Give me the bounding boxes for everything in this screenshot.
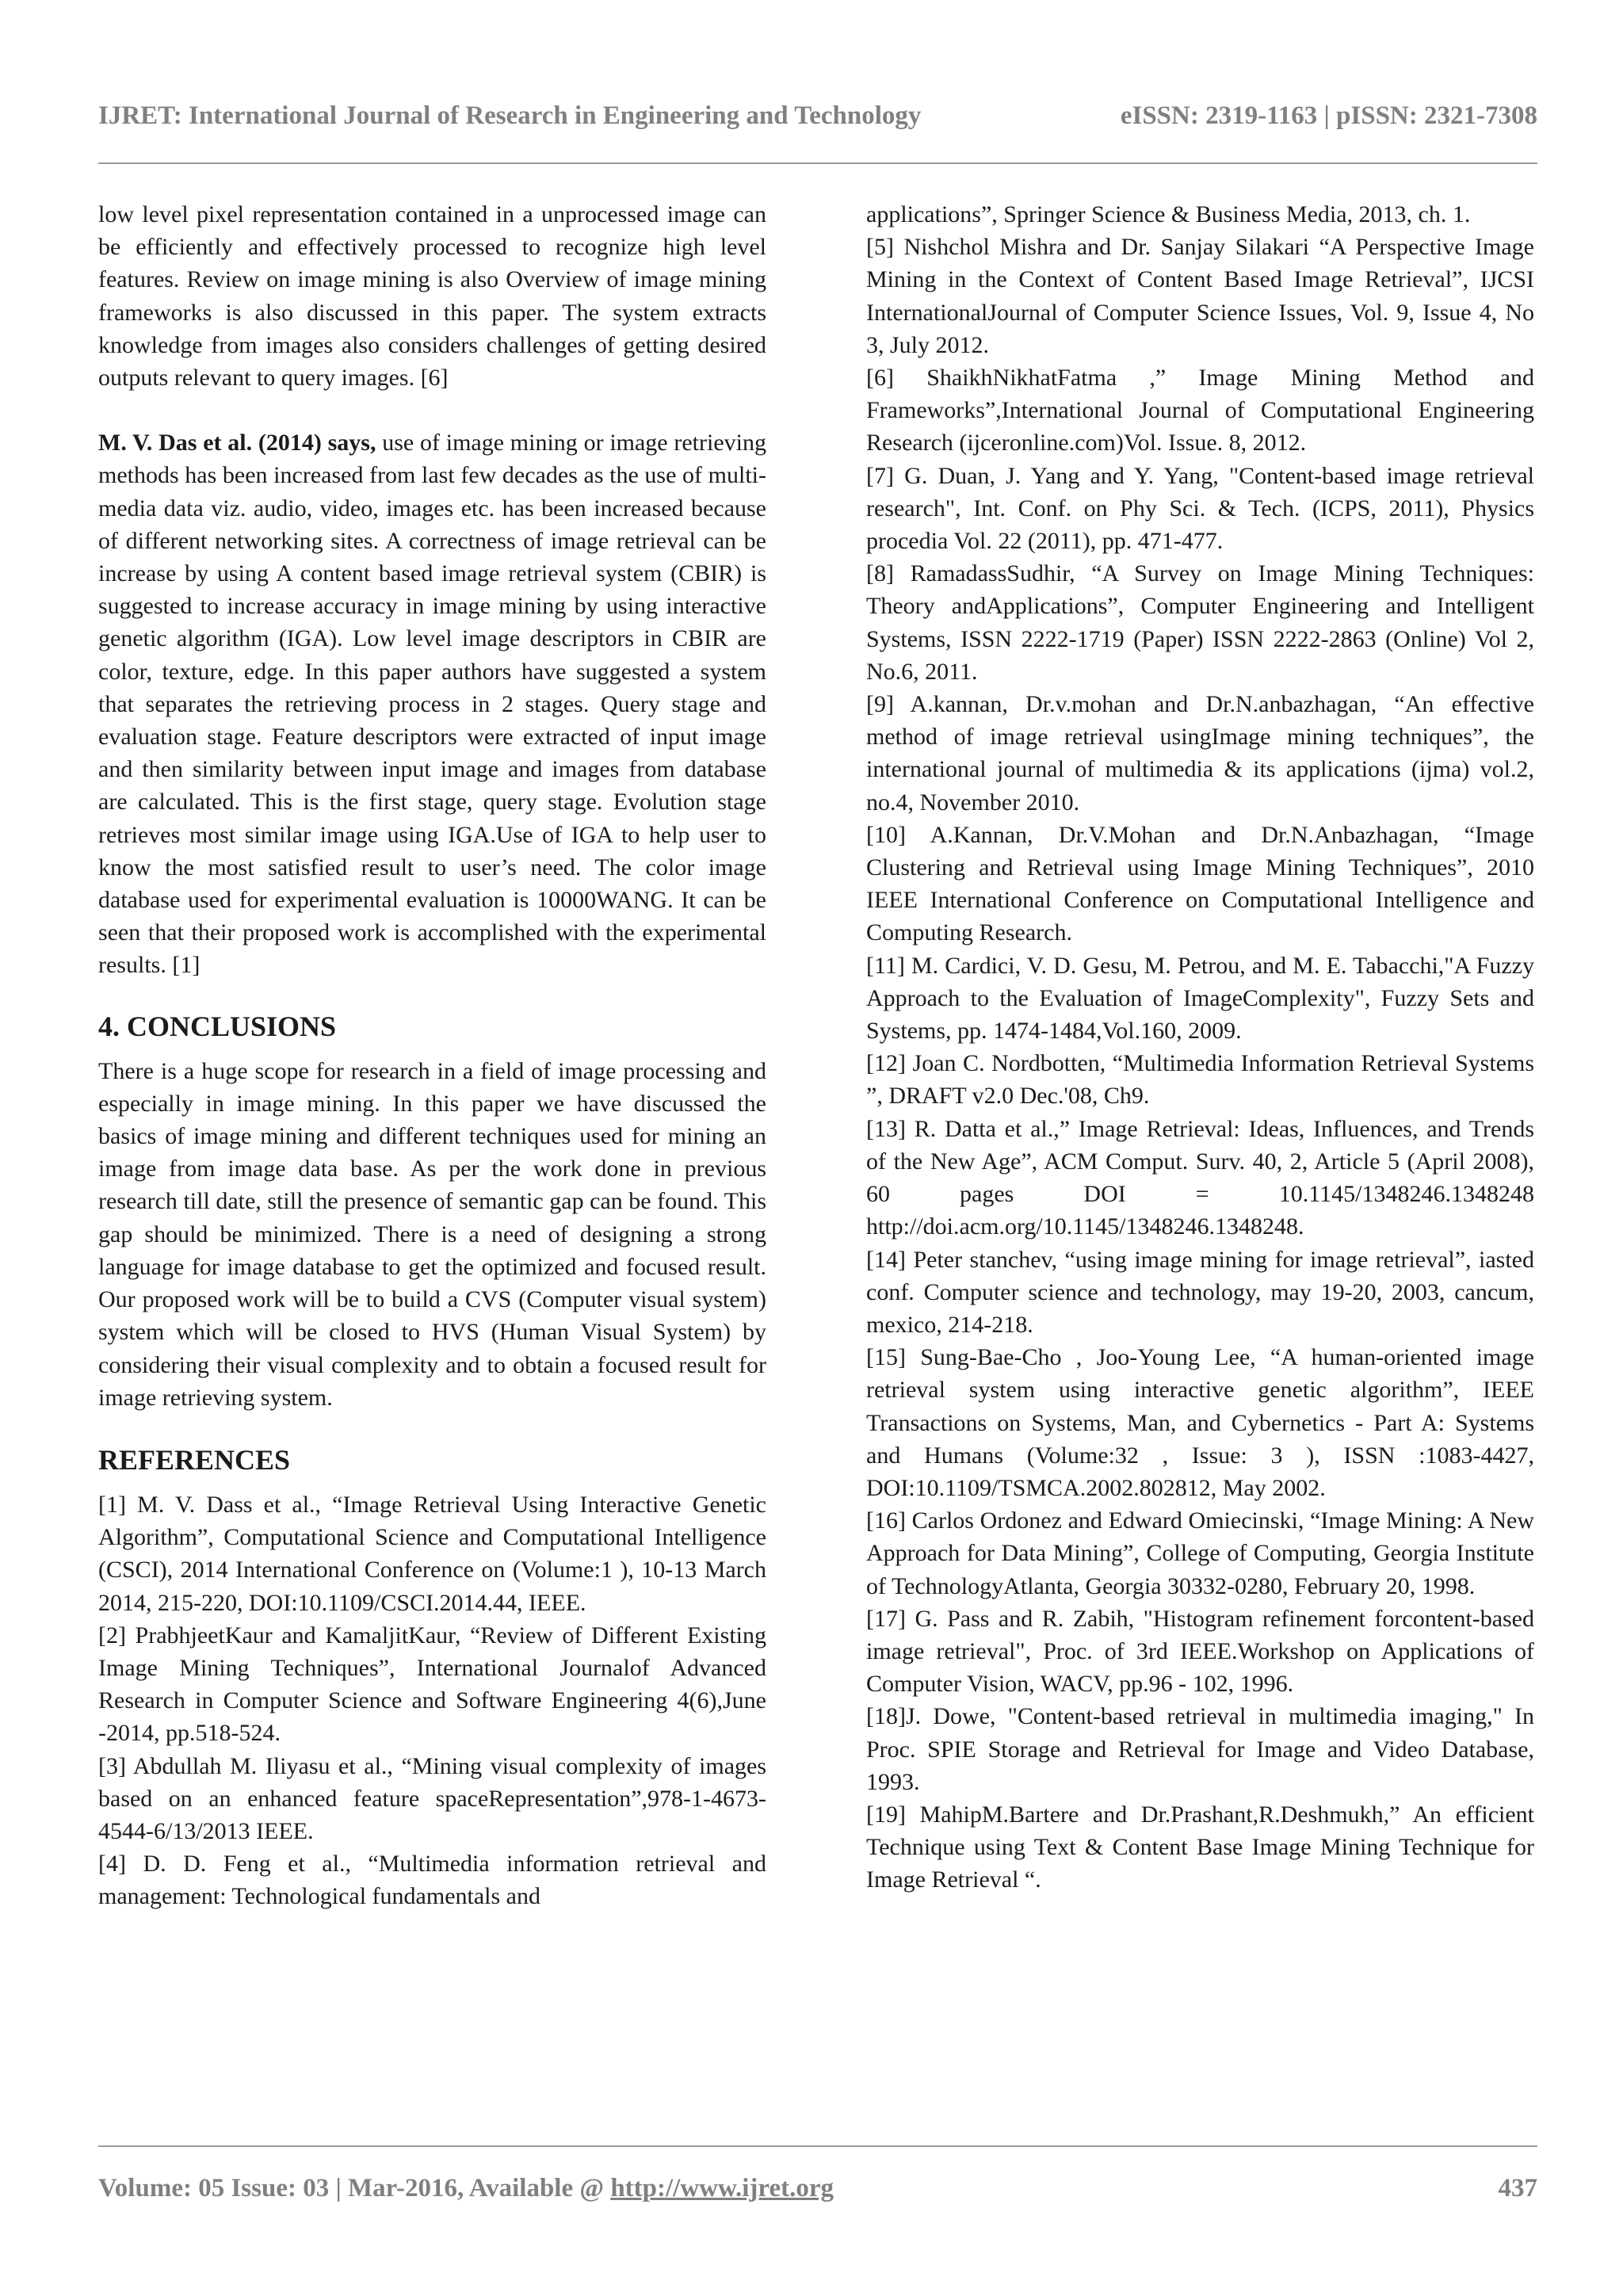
reference-item: [17] G. Pass and R. Zabih, "Histogram refinement forcontent-based image retrieval", Proc. of 3rd IEEE.Workshop on Applications of Computer Vision, WACV, pp.96 - 102, 1996. <box>866 1605 1534 1698</box>
reference-item: [1] M. V. Dass et al., “Image Retrieval Using Interactive Genetic Algorithm”, Computational Science and Computational Intelligence (CSCI), 2014 International Conference on (Volume:1 ), 10-13 March 2014, 215-220, DOI:10.1109/CSCI.2014.44, IEEE. <box>98 1491 766 1616</box>
reference-item: [3] Abdullah M. Iliyasu et al., “Mining visual complexity of images based on an enhanced feature spaceRepresentation”,978-1-4673-4544-6/13/2013 IEEE. <box>98 1752 766 1844</box>
footer-divider <box>98 2145 1537 2147</box>
reference-item: [6] ShaikhNikhatFatma ,” Image Mining Method and Frameworks”,International Journal of Computational Engineering Research (ijceronline.com)Vol. Issue. 8, 2012. <box>866 365 1534 457</box>
reference-item: [12] Joan C. Nordbotten, “Multimedia Information Retrieval Systems ”, DRAFT v2.0 Dec.'08, Ch9. <box>866 1050 1534 1110</box>
reference-item: [9] A.kannan, Dr.v.mohan and Dr.N.anbazhagan, “An effective method of image retrieval usingImage mining techniques”, the international journal of multimedia & its applications (ijma) vol.2, no.4, November 2010. <box>866 691 1534 816</box>
paragraph-das-body: use of image mining or image retrieving methods has been increased from last few decades as the use of multi-media data viz. audio, video, images etc. has been increased because of different networking sites. A correctness of image retrieval can be increase by using A content based image retrieval system (CBIR) is suggested to increase accuracy in image mining by using interactive genetic algorithm (IGA). Low level image descriptors in CBIR are color, texture, edge. In this paper authors have suggested a system that separates the retrieving process in 2 stages. Query stage and evaluation stage. Feature descriptors were extracted of input image and then similarity between input image and images from database are calculated. This is the first stage, query stage. Evolution stage retrieves most similar image using IGA.Use of IGA to help user to know the most satisfied result to user’s need. The color image database used for experimental evaluation is 10000WANG. It can be seen that their proposed work is accomplished with the experimental results. [1] <box>98 430 766 979</box>
conclusions-text: There is a huge scope for research in a field of image processing and especially in image mining. In this paper we have discussed the basics of image mining and different techniques used for mining an image from image data base. As per the work done in previous research till date, still the presence of semantic gap can be found. This gap should be minimized. There is a need of designing a strong language for image database to get the optimized and focused result. Our proposed work will be to build a CVS (Computer visual system) system which will be closed to HVS (Human Visual System) by considering their visual complexity and to obtain a focused result for image retrieving system. <box>98 1057 766 1411</box>
header-divider <box>98 162 1537 164</box>
reference-item: applications”, Springer Science & Business Media, 2013, ch. 1. <box>866 201 1471 227</box>
right-column <box>866 198 1534 1897</box>
left-column <box>98 198 766 1913</box>
reference-item: [10] A.Kannan, Dr.V.Mohan and Dr.N.Anbazhagan, “Image Clustering and Retrieval using Image Mining Techniques”, 2010 IEEE International Conference on Computational Intelligence and Computing Research. <box>866 821 1534 946</box>
paragraph-lead: M. V. Das et al. (2014) says, <box>98 430 376 457</box>
reference-item: [18]J. Dowe, "Content-based retrieval in multimedia imaging," In Proc. SPIE Storage and Retrieval for Image and Video Database, 1993. <box>866 1703 1534 1795</box>
footer-volume-text: Volume: 05 Issue: 03 | Mar-2016, Available @ <box>98 2174 611 2202</box>
page-footer <box>98 2174 1537 2203</box>
reference-item: [16] Carlos Ordonez and Edward Omiecinski, “Image Mining: A New Approach for Data Mining”, College of Computing, Georgia Institute of TechnologyAtlanta, Georgia 30332-0280, February 20, 1998. <box>866 1507 1534 1599</box>
reference-item: [5] Nishchol Mishra and Dr. Sanjay Silakari “A Perspective Image Mining in the Context of Content Based Image Retrieval”, IJCSI InternationalJournal of Computer Science Issues, Vol. 9, Issue 4, No 3, July 2012. <box>866 234 1534 358</box>
paragraph-intro: low level pixel representation contained in a unprocessed image can be efficiently and effectively processed to recognize high level features. Review on image mining is also Overview of image mining frameworks is also discussed in this paper. The system extracts knowledge from images also considers challenges of getting desired outputs relevant to query images. [6] <box>98 201 766 392</box>
reference-item: [7] G. Duan, J. Yang and Y. Yang, "Content-based image retrieval research", Int. Conf. on Phy Sci. & Tech. (ICPS, 2011), Physics procedia Vol. 22 (2011), pp. 471-477. <box>866 462 1534 555</box>
footer-volume <box>98 2174 834 2203</box>
reference-item: [2] PrabhjeetKaur and KamaljitKaur, “Review of Different Existing Image Mining Techniques”, International Journalof Advanced Research in Computer Science and Software Engineering 4(6),June -2014, pp.518-524. <box>98 1622 766 1747</box>
reference-item: [15] Sung-Bae-Cho , Joo-Young Lee, “A human-oriented image retrieval system using interactive genetic algorithm”, IEEE Transactions on Systems, Man, and Cybernetics - Part A: Systems and Humans (Volume:32 , Issue: 3 ), ISSN :1083-4427, DOI:10.1109/TSMCA.2002.802812, May 2002. <box>866 1344 1534 1501</box>
paragraph-das <box>98 426 766 981</box>
page-number: 437 <box>1498 2174 1537 2202</box>
reference-item: [13] R. Datta et al.,” Image Retrieval: Ideas, Influences, and Trends of the New Age”, ACM Comput. Surv. 40, 2, Article 5 (April 2008), 60 pages DOI = 10.1145/1348246.1348248 http://doi.acm.org/10.1145/1348246.1348248. <box>866 1115 1534 1240</box>
conclusions-heading: 4. CONCLUSIONS <box>98 1010 337 1042</box>
journal-title: IJRET: International Journal of Research in Engineering and Technology <box>98 101 922 130</box>
issn-label: eISSN: 2319-1163 | pISSN: 2321-7308 <box>1120 101 1537 130</box>
reference-item: [11] M. Cardici, V. D. Gesu, M. Petrou, and M. E. Tabacchi,"A Fuzzy Approach to the Evaluation of ImageComplexity", Fuzzy Sets and Systems, pp. 1474-1484,Vol.160, 2009. <box>866 952 1534 1045</box>
page-header <box>98 101 1537 131</box>
footer-url-link[interactable]: http://www.ijret.org <box>610 2174 834 2202</box>
reference-item: [8] RamadassSudhir, “A Survey on Image Mining Techniques: Theory andApplications”, Computer Engineering and Intelligent Systems, ISSN 2222-1719 (Paper) ISSN 2222-2863 (Online) Vol 2, No.6, 2011. <box>866 560 1534 685</box>
reference-item: [19] MahipM.Bartere and Dr.Prashant,R.Deshmukh,” An efficient Technique using Text & Content Base Image Mining Technique for Image Retrieval “. <box>866 1801 1534 1893</box>
reference-item: [4] D. D. Feng et al., “Multimedia information retrieval and management: Technological fundamentals and <box>98 1851 766 1910</box>
references-heading: REFERENCES <box>98 1443 291 1476</box>
reference-item: [14] Peter stanchev, “using image mining for image retrieval”, iasted conf. Computer science and technology, may 19-20, 2003, cancum, mexico, 214-218. <box>866 1246 1534 1338</box>
